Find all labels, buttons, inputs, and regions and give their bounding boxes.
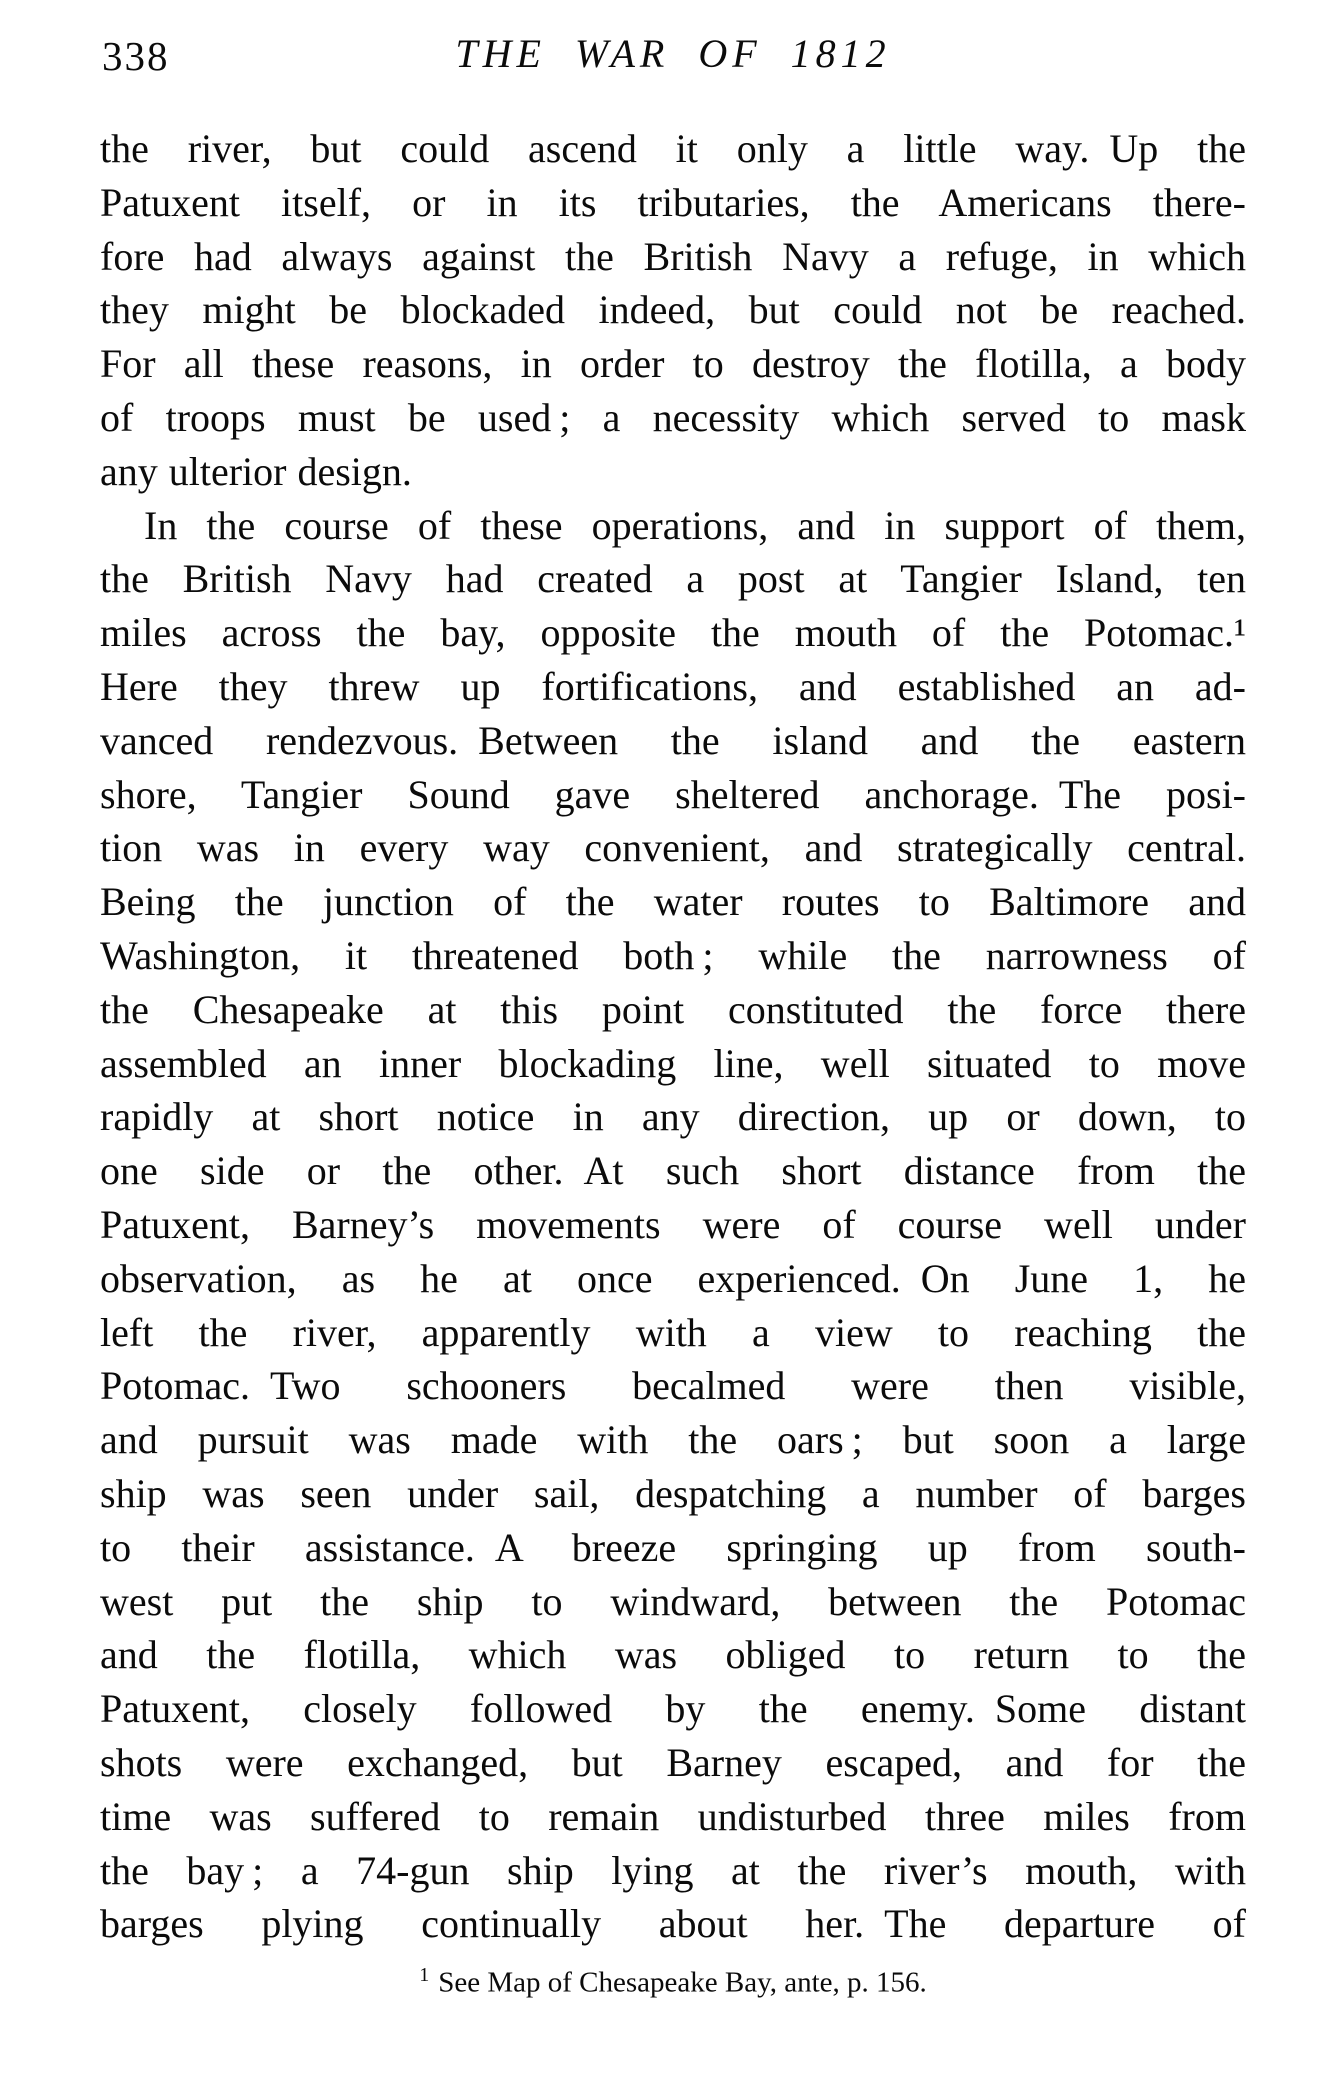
text-line: shore, Tangier Sound gave sheltered anchorage. The posi- [100,771,1246,817]
text-line: left the river, apparently with a view to reaching the [100,1309,1246,1355]
footnote-marker: 1 [419,1964,430,1986]
text-line: the Chesapeake at this point constituted the force there [100,986,1246,1032]
text-line: ship was seen under sail, despatching a number of barges [100,1470,1246,1516]
footnote-text: See Map of Chesapeake Bay, ante, p. 156. [438,1966,927,1999]
text-line: of troops must be used ; a necessity which served to mask [100,394,1246,440]
page-header [100,30,1246,80]
text-line: they might be blockaded indeed, but could not be reached. [100,287,1246,333]
text-line: assembled an inner blockading line, well situated to move [100,1040,1246,1086]
text-line: to their assistance. A breeze springing up from south- [100,1524,1246,1570]
text-line: Patuxent, Barney’s movements were of course well under [100,1201,1246,1247]
text-line: and the flotilla, which was obliged to return to the [100,1632,1246,1678]
text-line: the bay ; a 74-gun ship lying at the river’s mouth, with [100,1847,1246,1893]
text-line: In the course of these operations, and in support of them, [144,502,1246,548]
text-line: the British Navy had created a post at Tangier Island, ten [100,556,1246,602]
text-line: tion was in every way convenient, and strategically central. [100,825,1246,871]
text-line: fore had always against the British Navy a refuge, in which [100,233,1246,279]
text-line: Washington, it threatened both ; while the narrowness of [100,932,1246,978]
text-line: and pursuit was made with the oars ; but soon a large [100,1417,1246,1463]
text-line: Here they threw up fortifications, and established an ad- [100,663,1246,709]
text-line: barges plying continually about her. The departure of [100,1901,1246,1947]
text-line: Patuxent, closely followed by the enemy. Some distant [100,1686,1246,1732]
text-line: For all these reasons, in order to destroy the flotilla, a body [100,341,1246,387]
text-line: Being the junction of the water routes to Baltimore and [100,879,1246,925]
text-line: vanced rendezvous. Between the island and the eastern [100,717,1246,763]
text-line: shots were exchanged, but Barney escaped, and for the [100,1739,1246,1785]
text-line: rapidly at short notice in any direction, up or down, to [100,1094,1246,1140]
text-line: west put the ship to windward, between the Potomac [100,1578,1246,1624]
page-number: 338 [102,33,170,79]
running-title: THE WAR OF 1812 [455,31,891,76]
text-line: Patuxent itself, or in its tributaries, the Americans there- [100,179,1246,225]
text-line: the river, but could ascend it only a little way. Up the [100,126,1246,171]
text-line: observation, as he at once experienced. On June 1, he [100,1255,1246,1301]
text-line: time was suffered to remain undisturbed three miles from [100,1793,1246,1839]
text-line: any ulterior design. [100,448,412,494]
text-line: one side or the other. At such short distance from the [100,1148,1246,1194]
text-line: miles across the bay, opposite the mouth of the Potomac.¹ [100,610,1246,656]
text-line: Potomac. Two schooners becalmed were then visible, [100,1363,1246,1409]
page-body [100,122,1246,1951]
footnote [100,1964,1246,2000]
